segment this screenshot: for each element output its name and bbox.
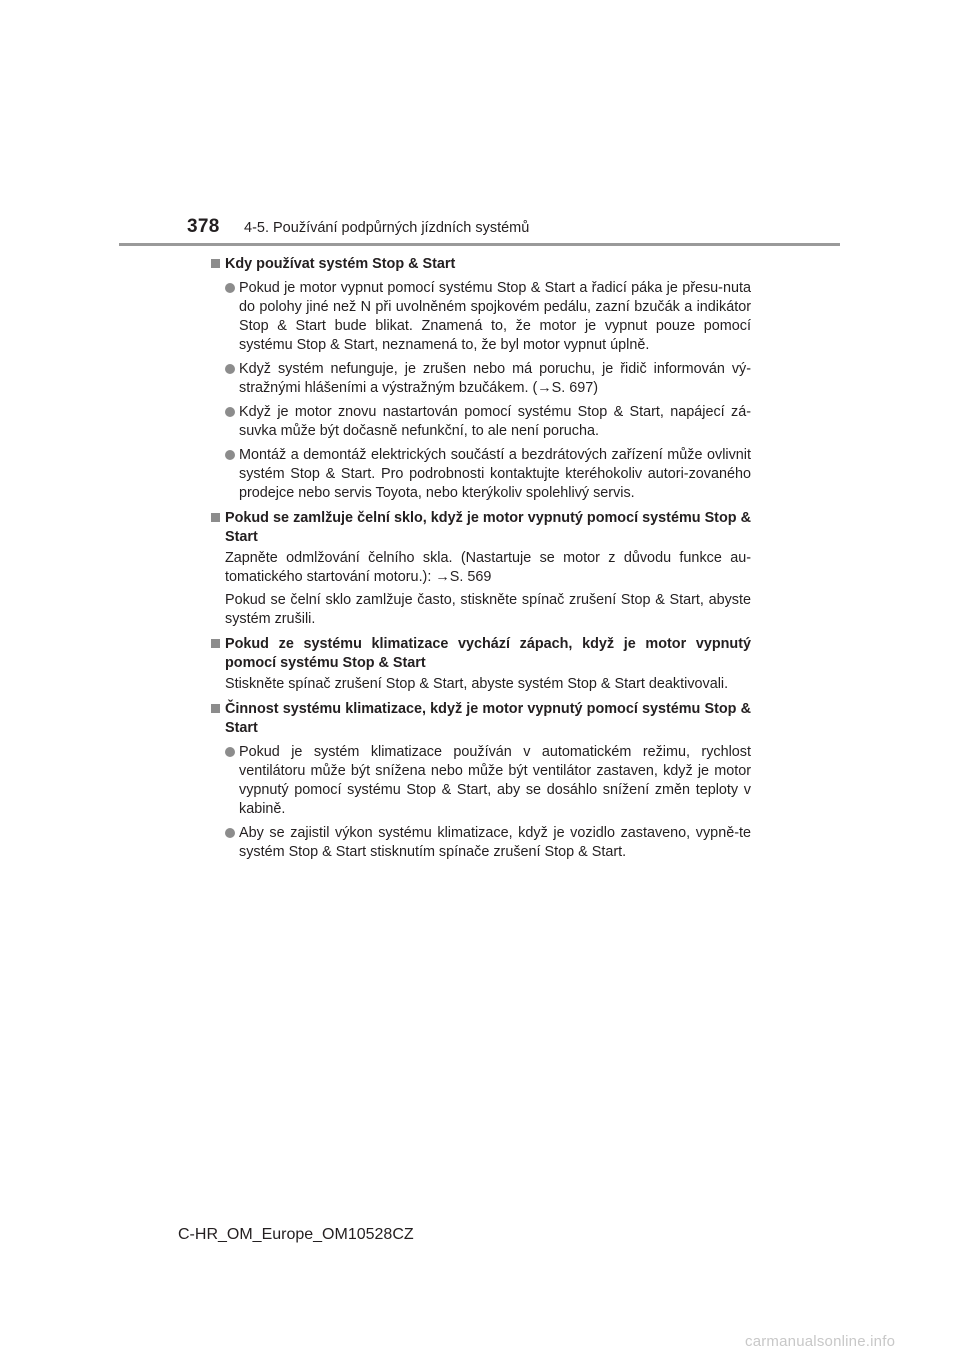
heading-text: Pokud ze systému klimatizace vychází zápach, když je motor vypnutý pomocí systému Stop & Start xyxy=(225,636,751,671)
paragraph: Pokud se čelní sklo zamlžuje často, stiskněte spínač zrušení Stop & Start, abyste systém zrušili. xyxy=(225,592,751,627)
list-item xyxy=(211,824,751,862)
list-item-text: Když systém nefunguje, je zrušen nebo má poruchu, je řidič informován vý-stražnými hlášeními a výstražným bzučákem. (→S. 697) xyxy=(239,361,751,396)
round-bullet-icon xyxy=(225,364,235,374)
list-item-text: Když je motor znovu nastartován pomocí systému Stop & Start, napájecí zá-suvka může být dočasně nefunkční, to ale není porucha. xyxy=(239,404,751,439)
round-bullet-icon xyxy=(225,450,235,460)
page-content xyxy=(211,255,751,862)
list-item xyxy=(211,403,751,441)
list-item xyxy=(211,360,751,398)
list-item xyxy=(211,279,751,355)
heading-text: Pokud se zamlžuje čelní sklo, když je motor vypnutý pomocí systému Stop & Start xyxy=(225,510,751,545)
round-bullet-icon xyxy=(225,747,235,757)
square-bullet-icon xyxy=(211,513,220,522)
round-bullet-icon xyxy=(225,407,235,417)
watermark: carmanualsonline.info xyxy=(745,1333,896,1350)
square-bullet-icon xyxy=(211,259,220,268)
heading-text: Činnost systému klimatizace, když je motor vypnutý pomocí systému Stop & Start xyxy=(225,701,751,736)
square-bullet-icon xyxy=(211,639,220,648)
list-item xyxy=(211,446,751,503)
paragraph: Stiskněte spínač zrušení Stop & Start, abyste systém Stop & Start deaktivovali. xyxy=(225,676,729,692)
section-title: 4-5. Používání podpůrných jízdních systémů xyxy=(244,220,530,236)
round-bullet-icon xyxy=(225,828,235,838)
list-item-text: Pokud je motor vypnut pomocí systému Stop & Start a řadicí páka je přesu-nuta do polohy jiné než N při uvolněném spojkovém pedálu, zazní bzučák a indikátor Stop & Start bude blikat. Znamená to, že motor je vypnut pouze pomocí systému Stop & Start, neznamená to, že byl motor vypnut úplně. xyxy=(239,280,751,353)
list-item-text: Aby se zajistil výkon systému klimatizace, když je vozidlo zastaveno, vypně-te systém Stop & Start stisknutím spínače zrušení Stop & Start. xyxy=(239,825,751,860)
header-divider xyxy=(119,243,840,246)
heading-text: Kdy používat systém Stop & Start xyxy=(225,256,456,272)
list-item-text: Montáž a demontáž elektrických součástí a bezdrátových zařízení může ovlivnit systém Stop & Start. Pro podrobnosti kontaktujte kteréhokoliv autori-zovaného prodejce nebo servis Toyota, nebo kterýkoliv spolehlivý servis. xyxy=(239,447,751,501)
list-item-text: Pokud je systém klimatizace používán v automatickém režimu, rychlost ventilátoru může být snížena nebo může být ventilátor zastaven, když je motor vypnutý pomocí systému Stop & Start, aby se dosáhlo snížení změn teploty v kabině. xyxy=(239,744,751,817)
document-code: C-HR_OM_Europe_OM10528CZ xyxy=(178,1226,414,1243)
heading-ac-odor xyxy=(211,635,751,673)
heading-when-to-use xyxy=(211,255,751,274)
square-bullet-icon xyxy=(211,704,220,713)
round-bullet-icon xyxy=(225,283,235,293)
paragraph: Zapněte odmlžování čelního skla. (Nastartuje se motor z důvodu funkce au-tomatického startování motoru.): →S. 569 xyxy=(225,550,751,585)
page-number: 378 xyxy=(187,216,220,237)
list-item xyxy=(211,743,751,819)
heading-windshield-fog xyxy=(211,509,751,547)
heading-ac-operation xyxy=(211,700,751,738)
